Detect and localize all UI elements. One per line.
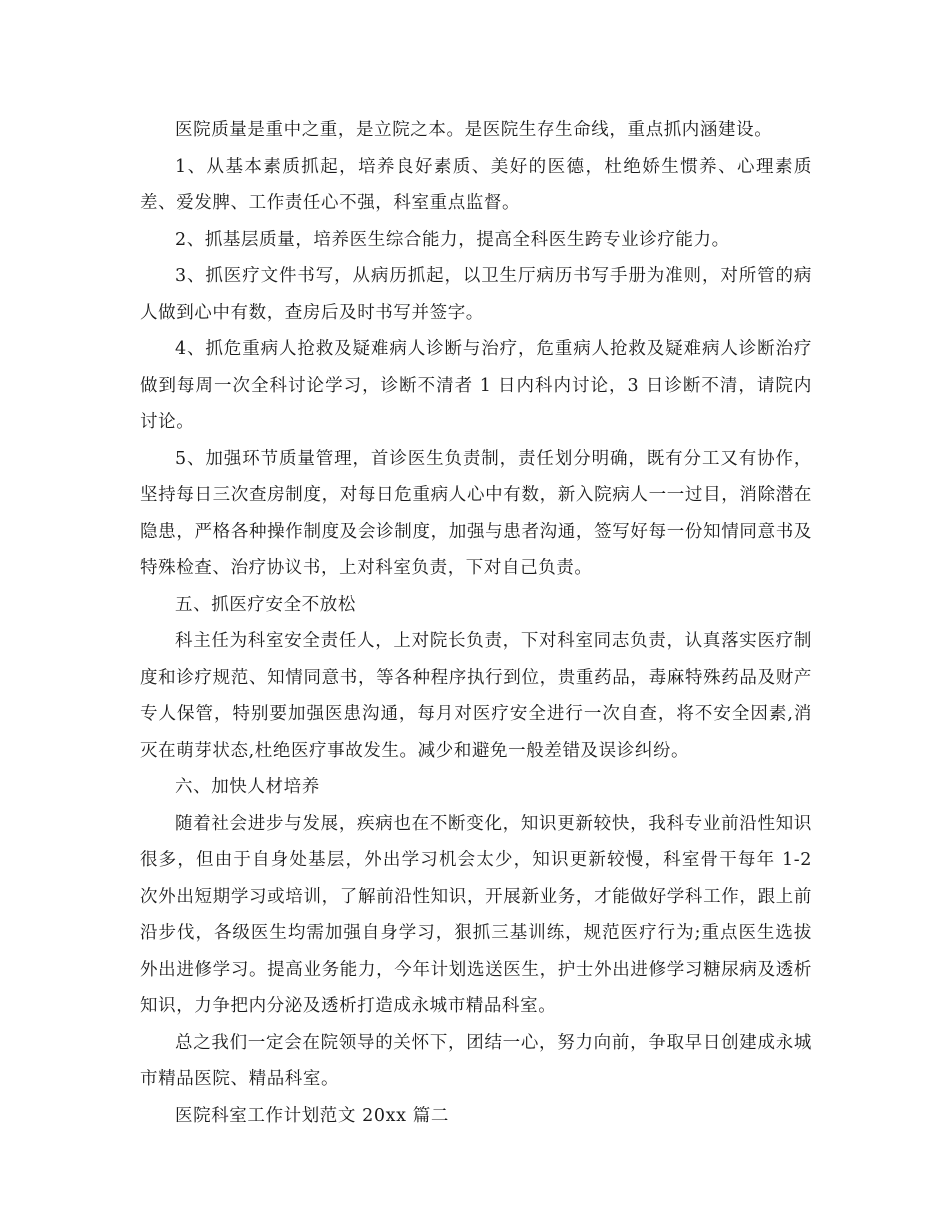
- paragraph-talent: 随着社会进步与发展，疾病也在不断变化，知识更新较快，我科专业前沿性知识很多，但由于自身处基层，外出学习机会太少，知识更新较慢，科室骨干每年 1-2 次外出短期学习或培训，了解前沿性知识，开展新业务，才能做好学科工作，跟上前沿步伐，各级医生均需加强自身学习，狠抓三基训练，规范医疗行为;重点医生选拔外出进修学习。提高业务能力，今年计划选送医生，护士外出进修学习糖尿病及透析知识，力争把内分泌及透析打造成永城市精品科室。: [140, 813, 812, 1016]
- paragraph-intro: 医院质量是重中之重，是立院之本。是医院生存生命线，重点抓内涵建设。: [175, 120, 773, 140]
- paragraph-safety: 科主任为科室安全责任人，上对院长负责，下对科室同志负责，认真落实医疗制度和诊疗规范、知情同意书，等各种程序执行到位，贵重药品，毒麻特殊药品及财产专人保管，特别要加强医患沟通，每月对医疗安全进行一次自查，将不安全因素,消灭在萌芽状态,杜绝医疗事故发生。减少和避免一般差错及误诊纠纷。: [140, 631, 812, 761]
- document-page: [140, 112, 812, 1134]
- section-title-part-two: 医院科室工作计划范文 20xx 篇二: [175, 1105, 449, 1126]
- section-heading-five: 五、抓医疗安全不放松: [175, 594, 356, 615]
- section-heading-six: 六、加快人材培养: [175, 777, 320, 797]
- paragraph-item-1: 1、从基本素质抓起，培养良好素质、美好的医德，杜绝娇生惯养、心理素质差、爱发脾、工作责任心不强，科室重点监督。: [140, 156, 812, 213]
- paragraph-item-5: 5、加强环节质量管理，首诊医生负责制，责任划分明确，既有分工又有协作，坚持每日三次查房制度，对每日危重病人心中有数，新入院病人一一过目，消除潜在隐患，严格各种操作制度及会诊制度，加强与患者沟通，签写好每一份知情同意书及特殊检查、治疗协议书，上对科室负责，下对自己负责。: [140, 448, 812, 578]
- paragraph-conclusion: 总之我们一定会在院领导的关怀下，团结一心，努力向前，争取早日创建成永城市精品医院、精品科室。: [140, 1032, 812, 1089]
- paragraph-item-3: 3、抓医疗文件书写，从病历抓起，以卫生厅病历书写手册为准则，对所管的病人做到心中有数，查房后及时书写并签字。: [140, 266, 812, 323]
- paragraph-item-2: 2、抓基层质量，培养医生综合能力，提高全科医生跨专业诊疗能力。: [175, 229, 730, 250]
- paragraph-item-4: 4、抓危重病人抢救及疑难病人诊断与治疗，危重病人抢救及疑难病人诊断治疗做到每周一次全科讨论学习，诊断不清者 1 日内科内讨论，3 日诊断不清，请院内讨论。: [140, 339, 812, 432]
